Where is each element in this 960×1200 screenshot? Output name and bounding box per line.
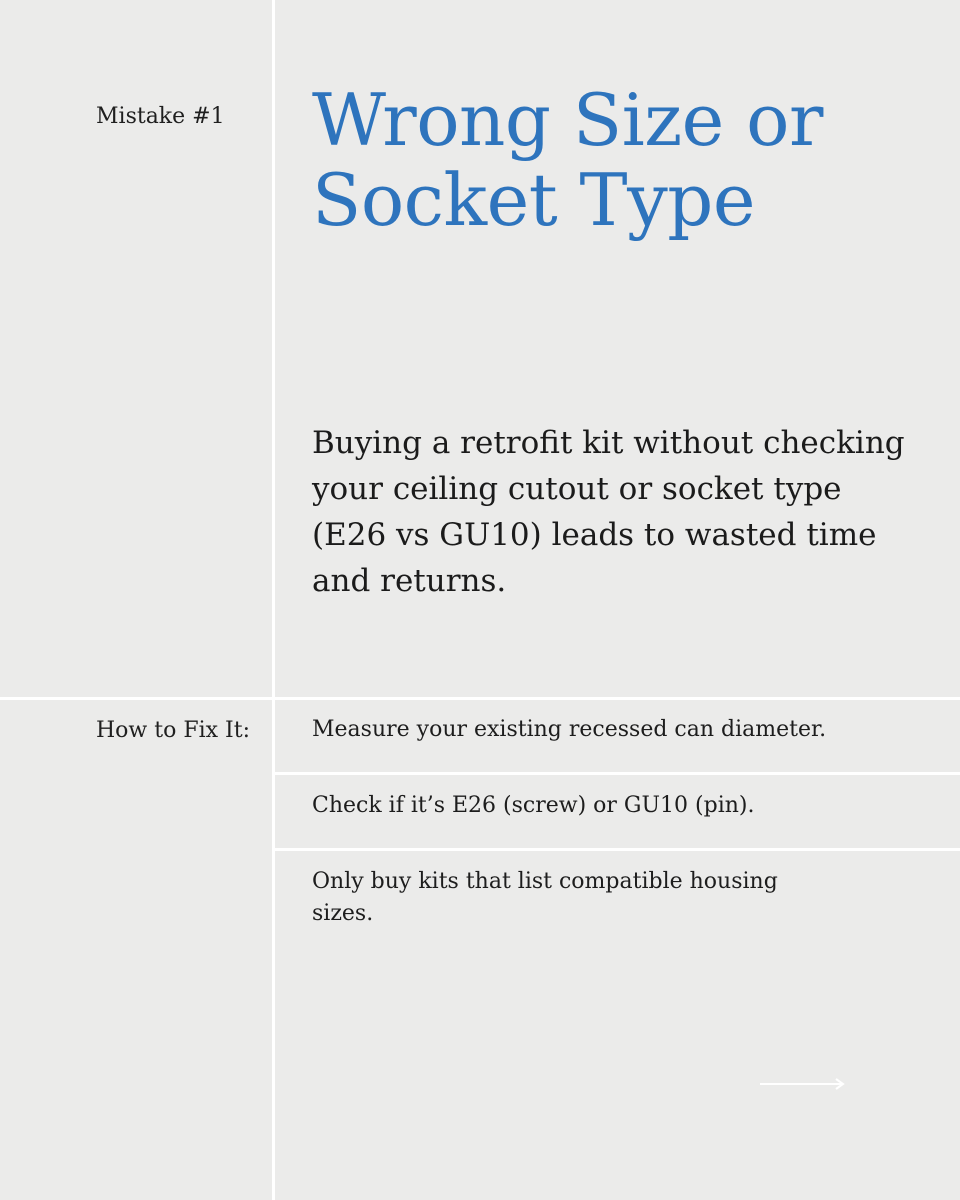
fix-step: Measure your existing recessed can diameter. [312,717,827,742]
fix-label: How to Fix It: [96,718,250,743]
fix-step: Check if it’s E26 (screw) or GU10 (pin). [312,793,755,818]
section-divider [0,697,960,700]
page-title: Wrong Size or Socket Type [312,78,823,242]
mistake-label: Mistake #1 [96,104,225,129]
mistake-description: Buying a retrofit kit without checking your ceiling cutout or socket type (E26 vs GU10) leads to wasted time and returns. [312,425,905,599]
vertical-divider [272,0,275,1200]
next-slide-button[interactable] [760,1076,846,1092]
step-divider [275,848,960,851]
arrow-right-icon [760,1076,846,1092]
step-divider [275,772,960,775]
fix-step: Only buy kits that list compatible housing sizes. [312,869,778,926]
